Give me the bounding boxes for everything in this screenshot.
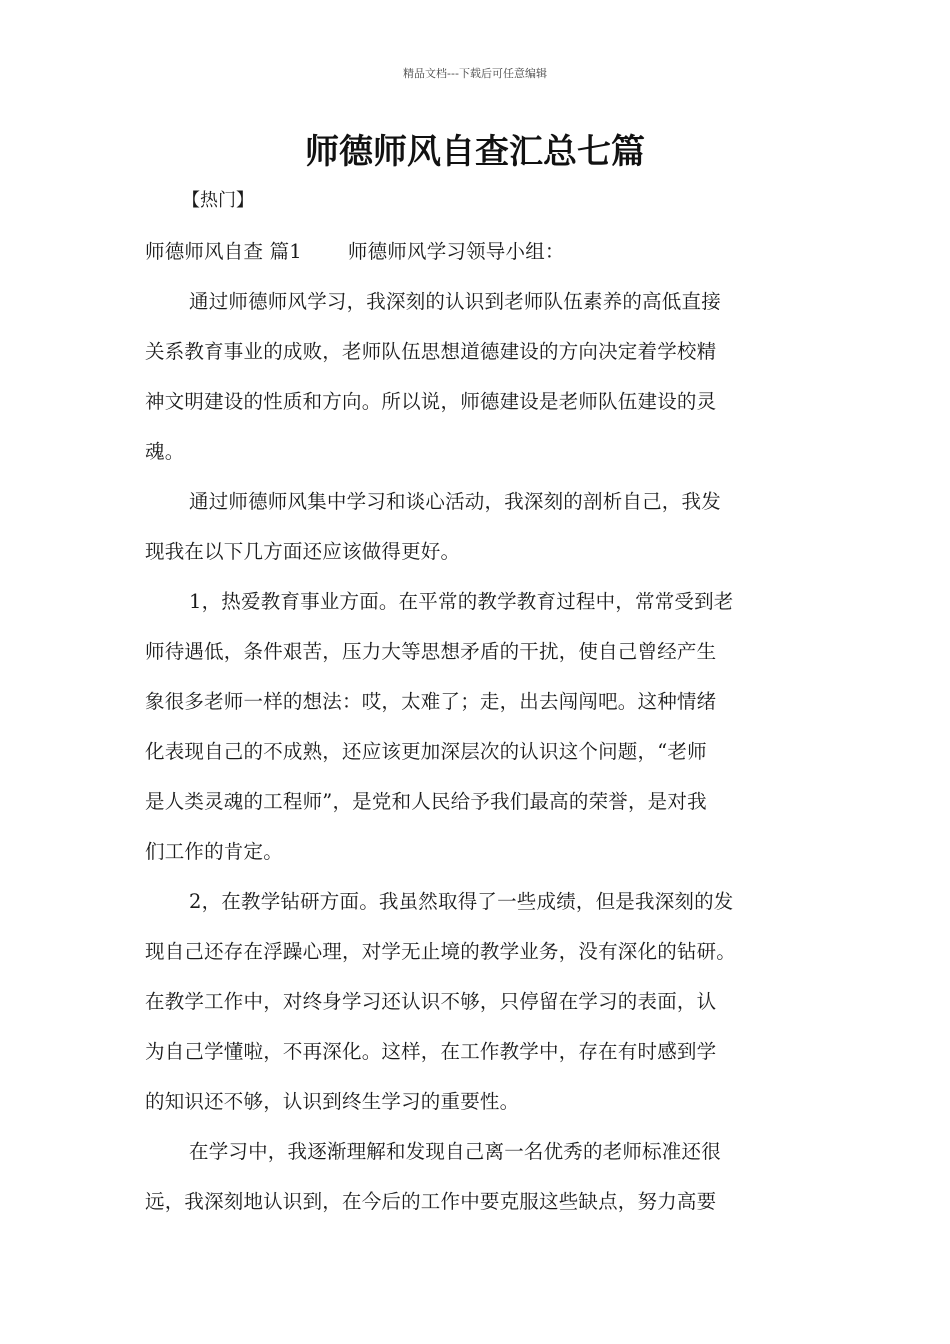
header-note: 精品文档---下载后可任意编辑: [403, 67, 547, 80]
paragraph-lines: [145, 285, 821, 1235]
text-line: 在教学工作中，对终身学习还认识不够，只停留在学习的表面，认: [145, 990, 717, 1013]
document-body: [145, 235, 821, 1235]
text-line: 们工作的肯定。: [145, 840, 283, 863]
text-line: 关系教育事业的成败，老师队伍思想道德建设的方向决定着学校精: [145, 340, 717, 363]
text-line: 象很多老师一样的想法：哎，太难了；走，出去闯闯吧。这种情绪: [145, 690, 717, 713]
text-line: 魂。: [145, 440, 185, 463]
text-line: 神文明建设的性质和方向。所以说，师德建设是老师队伍建设的灵: [145, 390, 717, 413]
section-heading-line: [145, 235, 821, 285]
hot-tag: 【热门】: [182, 190, 254, 211]
addressee: 师德师风学习领导小组：: [347, 240, 565, 263]
text-line: 师待遇低，条件艰苦，压力大等思想矛盾的干扰，使自己曾经产生: [145, 640, 717, 663]
text-line: 现我在以下几方面还应该做得更好。: [145, 540, 461, 563]
text-line: 远，我深刻地认识到，在今后的工作中要克服这些缺点，努力高要: [145, 1190, 717, 1213]
text-line: 现自己还存在浮躁心理，对学无止境的教学业务，没有深化的钻研。: [145, 940, 737, 963]
document-title: 师德师风自查汇总七篇: [305, 132, 645, 172]
text-line: 在学习中，我逐渐理解和发现自己离一名优秀的老师标准还很: [189, 1140, 721, 1163]
text-line: 2，在教学钻研方面。我虽然取得了一些成绩，但是我深刻的发: [189, 890, 734, 913]
text-line: 1，热爱教育事业方面。在平常的教学教育过程中，常常受到老: [189, 590, 734, 613]
text-line: 为自己学懂啦，不再深化。这样，在工作教学中，存在有时感到学: [145, 1040, 717, 1063]
text-line: 是人类灵魂的工程师”，是党和人民给予我们最高的荣誉，是对我: [145, 790, 707, 813]
text-line: 通过师德师风学习，我深刻的认识到老师队伍素养的高低直接: [189, 290, 721, 313]
text-line: 化表现自己的不成熟，还应该更加深层次的认识这个问题，“老师: [145, 740, 707, 763]
text-line: 通过师德师风集中学习和谈心活动，我深刻的剖析自己，我发: [189, 490, 721, 513]
section-label: 师德师风自查 篇1: [145, 240, 302, 263]
text-line: 的知识还不够，认识到终生学习的重要性。: [145, 1090, 520, 1113]
